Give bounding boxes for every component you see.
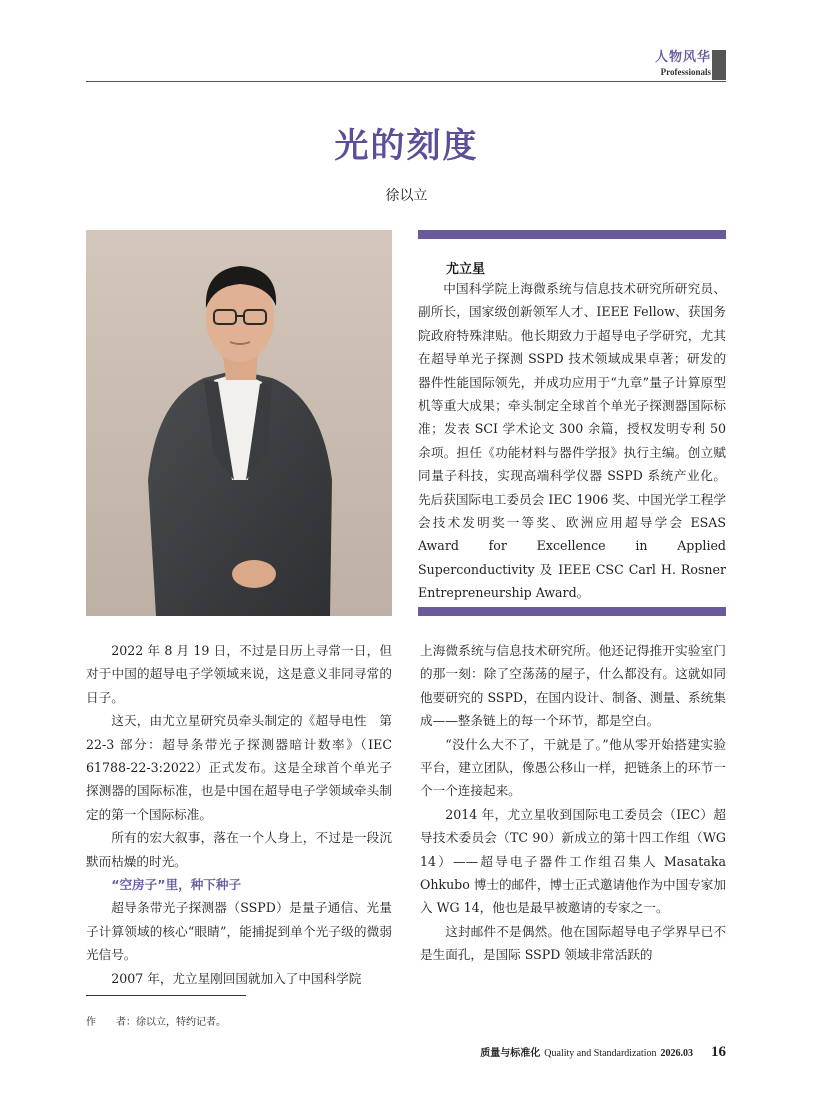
paragraph: 2007 年，尤立星刚回国就加入了中国科学院 [111,970,362,986]
body-column-left [86,639,392,990]
author-footnote: 作 者：徐以立，特约记者。 [86,1017,226,1028]
journal-name-en: Quality and Standardization [544,1048,657,1059]
page-footer [480,1044,726,1061]
portrait-photo [86,230,392,616]
section-tag [655,50,711,78]
article-title: 光的刻度 [334,126,479,166]
bio-text: 中国科学院上海微系统与信息技术研究所研究员、副所长，国家级创新领军人才、IEEE Fellow、获国务院政府特殊津贴。他长期致力于超导电子学研究，尤其在超导单光子探测 SSPD 技术领域成果卓著；研发的器件性能国际领先，并成功应用于“九章”量子计算原型机等重大成果；牵头制定全球首个单光子探测器国际标准；发表 SCI 学术论文 300 余篇，授权发明专利 50 余项。担任《功能材料与器件学报》执行主编。创立赋同量子科技，实现高端科学仪器 SSPD 系统产业化。先后获国际电工委员会 IEC 1906 奖、中国光学工程学会技术发明奖一等奖、欧洲应用超导学会 ESAS Award for Excellence in Applied Superconductivity 及 IEEE CSC Carl H. Rosner Entrepreneurship Award。 [418,281,726,601]
paragraph: 这封邮件不是偶然。他在国际超导电子学界早已不是生面孔，是国际 SSPD 领域非常活跃的 [420,923,726,963]
article-author: 徐以立 [385,188,428,204]
section-name-en: Professionals [660,67,711,77]
bio-bottom-bar [418,607,726,616]
paragraph: 2022 年 8 月 19 日，不过是日历上寻常一日，但对于中国的超导电子学领域来说，这是意义非同寻常的日子。 [86,643,392,705]
paragraph-continued: 上海微系统与信息技术研究所。他还记得推开实验室门的那一刻：除了空荡荡的屋子，什么都没有。这就如同他要研究的 SSPD，在国内设计、制备、测量、系统集成——整条链上的每一个环节，都是空白。 [420,643,726,729]
footnote-rule [86,995,246,996]
bio-top-bar [418,230,726,239]
section-name-cn: 人物风华 [654,50,711,65]
issue-number: 2026.03 [660,1048,693,1059]
section-marker-bar [712,50,726,80]
paragraph: 所有的宏大叙事，落在一个人身上，不过是一段沉默而枯燥的时光。 [86,830,392,869]
paragraph: 超导条带光子探测器（SSPD）是量子通信、光量子计算领域的核心“眼睛”，能捕捉到单个光子级的微弱光信号。 [86,900,392,963]
bio-name: 尤立星 [446,262,486,277]
paragraph: 这天，由尤立星研究员牵头制定的《超导电性 第22-3 部分：超导条带光子探测器暗计数率》（IEC 61788-22-3:2022）正式发布。这是全球首个单光子探测器的国际标准，也是中国在超导电子学领域牵头制定的第一个国际标准。 [86,713,392,822]
paragraph: “没什么大不了，干就是了。”他从零开始搭建实验平台，建立团队，像愚公移山一样，把链条上的环节一个一个连接起来。 [420,736,726,799]
body-column-right [420,639,726,967]
header-rule [86,81,726,82]
page-number: 16 [711,1044,726,1060]
section-subheading: “空房子”里，种下种子 [111,877,242,893]
portrait-illustration [86,230,392,616]
journal-name-cn: 质量与标准化 [480,1048,541,1059]
paragraph: 2014 年，尤立星收到国际电工委员会（IEC）超导技术委员会（TC 90）新成立的第十四工作组（WG 14）——超导电子器件工作组召集人 Masataka Ohkubo 博士的邮件，博士正式邀请他作为中国专家加入 WG 14，他也是最早被邀请的专家之一。 [420,806,726,916]
